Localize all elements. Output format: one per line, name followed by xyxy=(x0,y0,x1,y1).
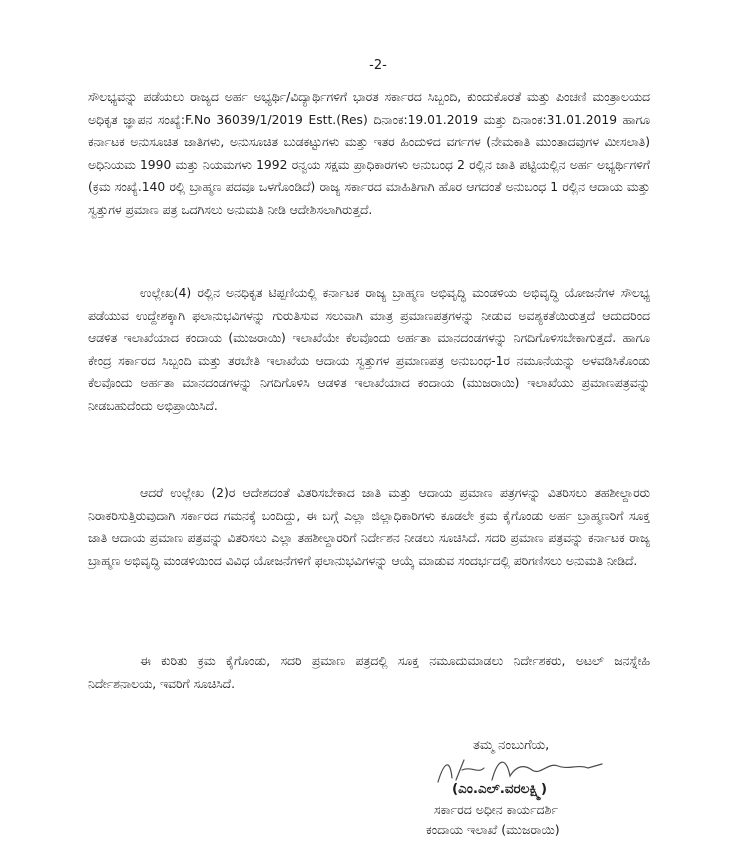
signer-name: (ಎಂ.ಎಲ್.ವರಲಕ್ಷ್ಮಿ) xyxy=(452,781,548,797)
paragraph-1 xyxy=(88,86,650,222)
paragraph-2 xyxy=(88,282,650,418)
paragraph-4-text: ಈ ಕುರಿತು ಕ್ರಮ ಕೈಗೊಂಡು, ಸದರಿ ಪ್ರಮಾಣ ಪತ್ರದಲ್ಲಿ ಸೂಕ್ತ ನಮೂದುಮಾಡಲು ನಿರ್ದೇಶಕರು, ಅಟಲ್ ಜನಸ್ನೇಹಿ ನಿರ್ದೇಶನಾಲಯ, ಇವರಿಗೆ ಸೂಚಿಸಿದೆ. xyxy=(88,654,650,691)
closing-line: ತಮ್ಮ ನಂಬುಗೆಯ, xyxy=(473,738,550,753)
signer-title: ಸರ್ಕಾರದ ಅಧೀನ ಕಾರ್ಯದರ್ಶಿ xyxy=(434,802,558,817)
signer-department: ಕಂದಾಯ ಇಲಾಖೆ (ಮುಜರಾಯಿ) xyxy=(426,822,560,837)
paragraph-3-text: ಆದರೆ ಉಲ್ಲೇಖ (2)ರ ಆದೇಶದಂತೆ ವಿತರಿಸಬೇಕಾದ ಜಾತಿ ಮತ್ತು ಆದಾಯ ಪ್ರಮಾಣ ಪತ್ರಗಳನ್ನು ವಿತರಿಸಲು ತಹಶೀಲ್ದಾರರು ನಿರಾಕರಿಸುತ್ತಿರುವುದಾಗಿ ಸರ್ಕಾರದ ಗಮನಕ್ಕೆ ಬಂದಿದ್ದು, ಈ ಬಗ್ಗೆ ಎಲ್ಲಾ ಜಿಲ್ಲಾಧಿಕಾರಿಗಳು ಕೂಡಲೇ ಕ್ರಮ ಕೈಗೊಂಡು ಅರ್ಹ ಬ್ರಾಹ್ಮಣರಿಗೆ ಸೂಕ್ತ ಜಾತಿ ಆದಾಯ ಪ್ರಮಾಣ ಪತ್ರವನ್ನು ವಿತರಿಸಲು ಎಲ್ಲಾ ತಹಶೀಲ್ದಾರರಿಗೆ ನಿರ್ದೇಶನ ನೀಡಲು ಸೂಚಿಸಿದೆ. ಸದರಿ ಪ್ರಮಾಣ ಪತ್ರವನ್ನು ಕರ್ನಾಟಕ ರಾಜ್ಯ ಬ್ರಾಹ್ಮಣ ಅಭಿವೃದ್ಧಿ ಮಂಡಳಿಯಿಂದ ವಿವಿಧ ಯೋಜನೆಗಳಿಗೆ ಫಲಾನುಭವಿಗಳನ್ನು ಆಯ್ಕೆ ಮಾಡುವ ಸಂದರ್ಭದಲ್ಲಿ ಪರಿಗಣಿಸಲು ಅನುಮತಿ ನೀಡಿದೆ. xyxy=(88,486,650,568)
page-number: -2- xyxy=(369,58,387,73)
paragraph-4 xyxy=(88,650,650,695)
paragraph-2-text: ಉಲ್ಲೇಖ(4) ರಲ್ಲಿನ ಅನಧಿಕೃತ ಟಿಪ್ಪಣಿಯಲ್ಲಿ ಕರ್ನಾಟಕ ರಾಜ್ಯ ಬ್ರಾಹ್ಮಣ ಅಭಿವೃದ್ಧಿ ಮಂಡಳಿಯ ಅಭಿವೃದ್ಧಿ ಯೋಜನೆಗಳ ಸೌಲಭ್ಯ ಪಡೆಯುವ ಉದ್ದೇಶಕ್ಕಾಗಿ ಫಲಾನುಭವಿಗಳನ್ನು ಗುರುತಿಸುವ ಸಲುವಾಗಿ ಮಾತ್ರ ಪ್ರಮಾಣಪತ್ರಗಳನ್ನು ನೀಡುವ ಅವಶ್ಯಕತೆಯಿರುತ್ತದೆ ಆದುದರಿಂದ ಆಡಳಿತ ಇಲಾಖೆಯಾದ ಕಂದಾಯ (ಮುಜರಾಯಿ) ಇಲಾಖೆಯೇ ಕೆಲವೊಂದು ಅರ್ಹತಾ ಮಾನದಂಡಗಳನ್ನು ನಿಗದಿಗೊಳಿಸಬೇಕಾಗುತ್ತದೆ. ಹಾಗೂ ಕೇಂದ್ರ ಸರ್ಕಾರದ ಸಿಬ್ಬಂದಿ ಮತ್ತು ತರಬೇತಿ ಇಲಾಖೆಯ ಆದಾಯ ಸ್ವತ್ತುಗಳ ಪ್ರಮಾಣಪತ್ರ ಅನುಬಂಧ-1ರ ನಮೂನೆಯನ್ನು ಅಳವಡಿಸಿಕೊಂಡು ಕೆಲವೊಂದು ಅರ್ಹತಾ ಮಾನದಂಡಗಳನ್ನು ನಿಗದಿಗೊಳಿಸಿ ಆಡಳಿತ ಇಲಾಖೆಯಾದ ಕಂದಾಯ (ಮುಜರಾಯಿ) ಇಲಾಖೆಯು ಪ್ರಮಾಣಪತ್ರವನ್ನು ನೀಡಬಹುದೆಂದು ಅಭಿಪ್ರಾಯಿಸಿದೆ. xyxy=(88,286,650,413)
paragraph-1-text: ಸೌಲಭ್ಯವನ್ನು ಪಡೆಯಲು ರಾಜ್ಯದ ಅರ್ಹ ಅಭ್ಯರ್ಥಿ/ವಿದ್ಯಾರ್ಥಿಗಳಿಗೆ ಭಾರತ ಸರ್ಕಾರದ ಸಿಬ್ಬಂದಿ, ಕುಂದುಕೊರತೆ ಮತ್ತು ಪಿಂಚಣಿ ಮಂತ್ರಾಲಯದ ಅಧಿಕೃತ ಜ್ಞಾಪನ ಸಂಖ್ಯೆ:F.No 36039/1/2019 Estt.(Res) ದಿನಾಂಕ:19.01.2019 ಮತ್ತು ದಿನಾಂಕ:31.01.2019 ಹಾಗೂ ಕರ್ನಾಟಕ ಅನುಸೂಚಿತ ಜಾತಿಗಳು, ಅನುಸೂಚಿತ ಬುಡಕಟ್ಟುಗಳು ಮತ್ತು ಇತರ ಹಿಂದುಳಿದ ವರ್ಗಗಳ (ನೇಮಕಾತಿ ಮುಂತಾದವುಗಳ ಮೀಸಲಾತಿ) ಅಧಿನಿಯಮ 1990 ಮತ್ತು ನಿಯಮಗಳು 1992 ರನ್ವಯ ಸಕ್ಷಮ ಪ್ರಾಧಿಕಾರಗಳು ಅನುಬಂಧ 2 ರಲ್ಲಿನ ಜಾತಿ ಪಟ್ಟಿಯಲ್ಲಿನ ಅರ್ಹ ಅಭ್ಯರ್ಥಿಗಳಿಗೆ (ಕ್ರಮ ಸಂಖ್ಯೆ.140 ರಲ್ಲಿ ಬ್ರಾಹ್ಮಣ ಪದವೂ ಒಳಗೊಂಡಿದೆ) ರಾಜ್ಯ ಸರ್ಕಾರದ ಮಾಹಿತಿಗಾಗಿ ಹೊರ ಆಗದಂತೆ ಅನುಬಂಧ 1 ರಲ್ಲಿನ ಆದಾಯ ಮತ್ತು ಸ್ವತ್ತುಗಳ ಪ್ರಮಾಣ ಪತ್ರ ಒದಗಿಸಲು ಅನುಮತಿ ನೀಡಿ ಆದೇಶಿಸಲಾಗಿರುತ್ತದೆ. xyxy=(88,90,650,217)
paragraph-3 xyxy=(88,482,650,572)
